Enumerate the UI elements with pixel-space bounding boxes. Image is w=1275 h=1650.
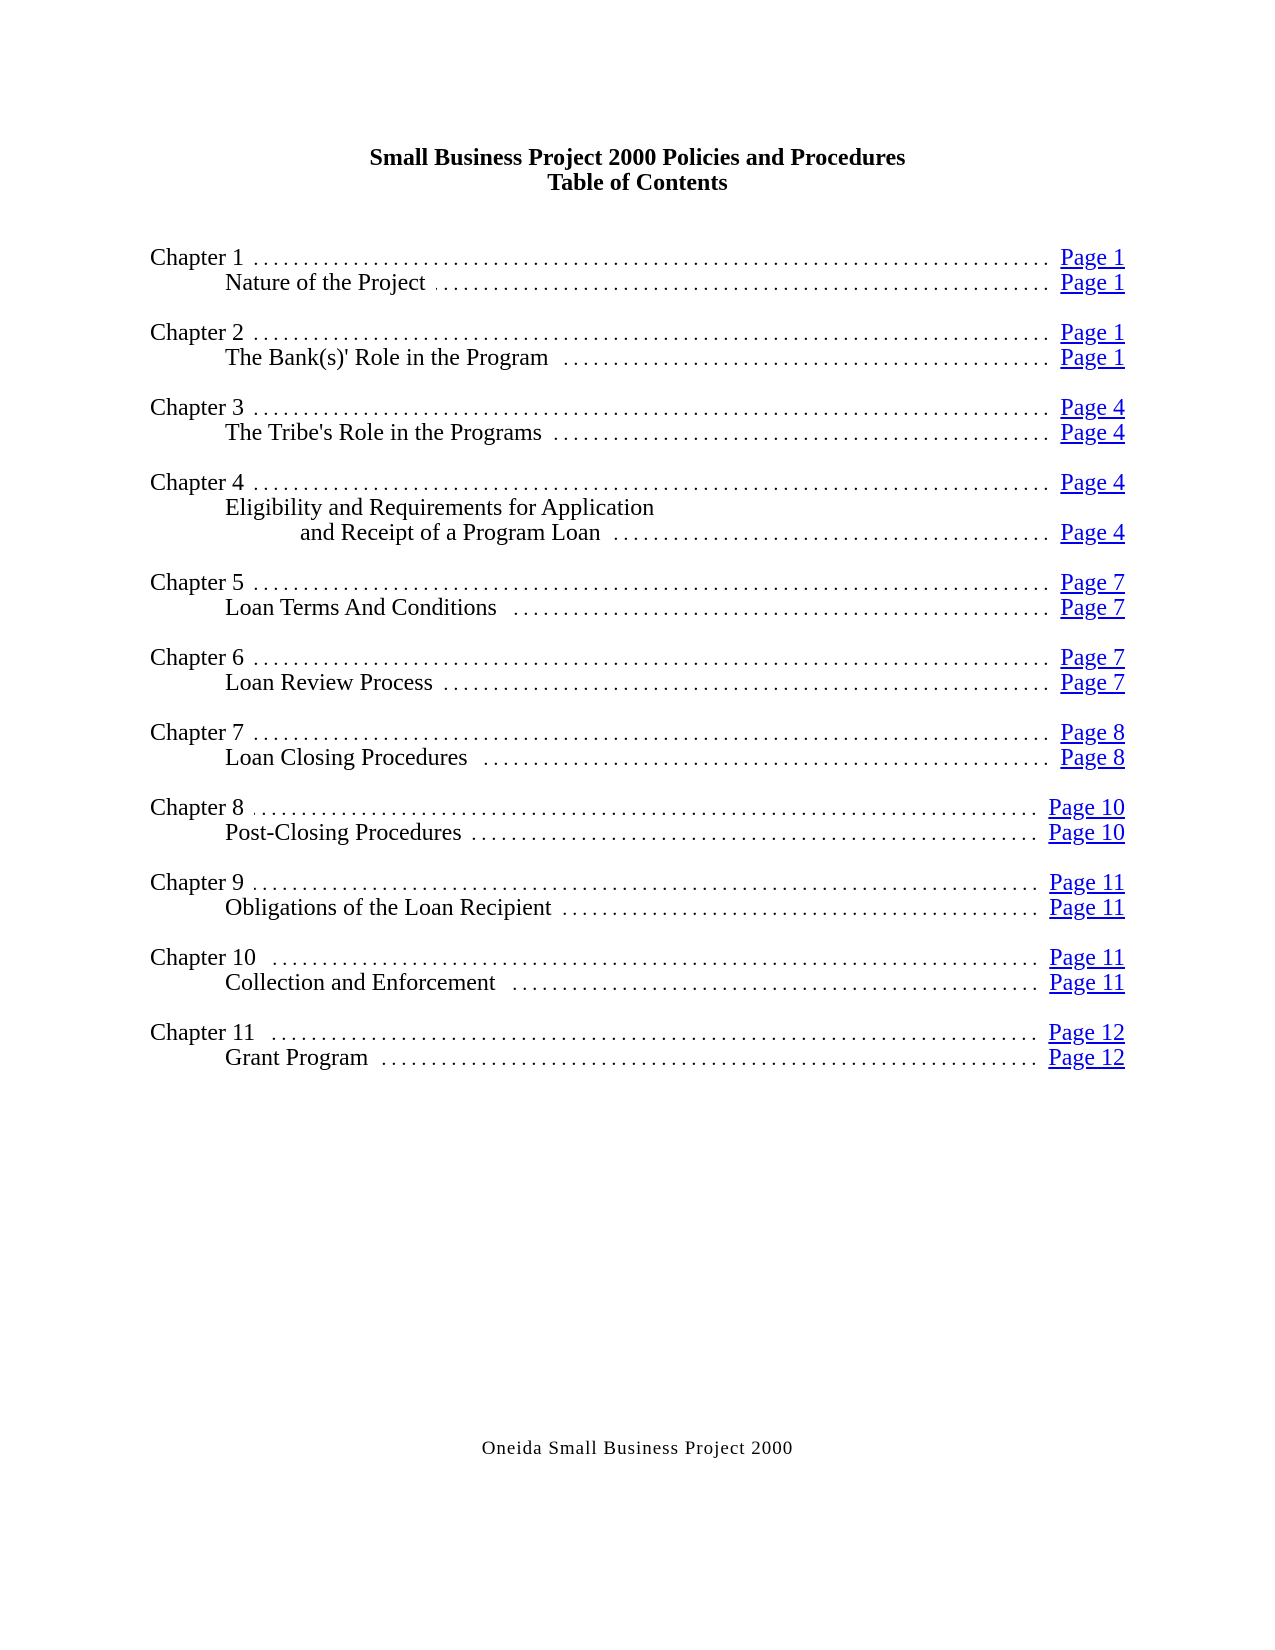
toc-section-row [150, 971, 1125, 996]
leader-dots [506, 972, 1038, 997]
page-link[interactable]: Page 4 [1060, 520, 1125, 546]
toc-section-row [150, 671, 1125, 696]
leader-dots [478, 747, 1049, 772]
leader-dots [254, 797, 1036, 822]
toc-chapter-row [150, 396, 1125, 421]
page-link[interactable]: Page 11 [1049, 970, 1125, 996]
toc-section-row [150, 271, 1125, 296]
chapter-label: Chapter 2 [150, 320, 244, 346]
toc-group-chapter-11 [150, 1021, 1125, 1071]
chapter-label: Chapter 1 [150, 245, 244, 271]
chapter-label: Chapter 8 [150, 795, 244, 821]
leader-dots [443, 672, 1048, 697]
section-label: Nature of the Project [225, 270, 426, 296]
leader-dots [254, 322, 1048, 347]
page-link[interactable]: Page 7 [1060, 570, 1125, 596]
leader-dots [254, 572, 1048, 597]
toc-group-chapter-3 [150, 396, 1125, 446]
toc-chapter-row [150, 796, 1125, 821]
leader-dots [254, 472, 1048, 497]
page-link[interactable]: Page 7 [1060, 595, 1125, 621]
page-link[interactable]: Page 11 [1049, 870, 1125, 896]
page-link[interactable]: Page 7 [1060, 670, 1125, 696]
leader-dots [472, 822, 1037, 847]
page-link[interactable]: Page 12 [1048, 1020, 1125, 1046]
page-link[interactable]: Page 10 [1048, 795, 1125, 821]
toc-section-row [150, 421, 1125, 446]
page-link[interactable]: Page 1 [1060, 270, 1125, 296]
leader-dots [562, 897, 1038, 922]
toc-section-row [150, 896, 1125, 921]
toc-group-chapter-5 [150, 571, 1125, 621]
leader-dots [266, 947, 1037, 972]
chapter-label: Chapter 10 [150, 945, 256, 971]
section-label: Loan Closing Procedures [225, 745, 468, 771]
section-label: The Bank(s)' Role in the Program [225, 345, 549, 371]
toc-section-row-continued [150, 521, 1125, 546]
toc-chapter-row [150, 321, 1125, 346]
toc-chapter-row [150, 246, 1125, 271]
page-link[interactable]: Page 1 [1060, 245, 1125, 271]
leader-dots [378, 1047, 1036, 1072]
leader-dots [254, 722, 1048, 747]
toc-chapter-row [150, 871, 1125, 896]
page-footer: Oneida Small Business Project 2000 [481, 1438, 794, 1459]
page-link[interactable]: Page 11 [1049, 945, 1125, 971]
chapter-label: Chapter 3 [150, 395, 244, 421]
leader-dots [254, 397, 1048, 422]
section-label: Eligibility and Requirements for Application [225, 495, 655, 521]
toc-section-row [150, 1046, 1125, 1071]
chapter-label: Chapter 6 [150, 645, 244, 671]
section-label: Loan Terms And Conditions [225, 595, 497, 621]
page-link[interactable]: Page 8 [1060, 745, 1125, 771]
page-link[interactable]: Page 1 [1060, 345, 1125, 371]
document-title: Small Business Project 2000 Policies and Procedures [369, 145, 906, 171]
chapter-label: Chapter 11 [150, 1020, 256, 1046]
toc-group-chapter-1 [150, 246, 1125, 296]
section-label-continued: and Receipt of a Program Loan [300, 520, 601, 546]
page-link[interactable]: Page 8 [1060, 720, 1125, 746]
section-label: Post-Closing Procedures [225, 820, 462, 846]
toc-section-row [150, 596, 1125, 621]
toc-chapter-row [150, 1021, 1125, 1046]
section-label: Grant Program [225, 1045, 369, 1071]
toc-group-chapter-7 [150, 721, 1125, 771]
leader-dots [254, 647, 1048, 672]
toc-chapter-row [150, 946, 1125, 971]
chapter-label: Chapter 9 [150, 870, 244, 896]
toc-group-chapter-9 [150, 871, 1125, 921]
toc-group-chapter-2 [150, 321, 1125, 371]
page-link[interactable]: Page 10 [1048, 820, 1125, 846]
chapter-label: Chapter 7 [150, 720, 244, 746]
toc-section-row [150, 746, 1125, 771]
toc-chapter-row [150, 646, 1125, 671]
toc-section-row [150, 346, 1125, 371]
toc-heading: Table of Contents [547, 170, 728, 196]
toc-group-chapter-8 [150, 796, 1125, 846]
toc-section-row [150, 496, 1125, 521]
page-link[interactable]: Page 4 [1060, 395, 1125, 421]
toc-chapter-row [150, 721, 1125, 746]
document-header [0, 146, 1275, 196]
leader-dots [254, 247, 1048, 272]
toc-group-chapter-6 [150, 646, 1125, 696]
toc-section-row [150, 821, 1125, 846]
leader-dots [611, 522, 1049, 547]
leader-dots [254, 872, 1037, 897]
leader-dots [559, 347, 1049, 372]
toc-group-chapter-4 [150, 471, 1125, 546]
page-link[interactable]: Page 1 [1060, 320, 1125, 346]
table-of-contents [150, 246, 1125, 1096]
leader-dots [436, 272, 1049, 297]
chapter-label: Chapter 4 [150, 470, 244, 496]
page-link[interactable]: Page 7 [1060, 645, 1125, 671]
page-link[interactable]: Page 4 [1060, 470, 1125, 496]
page-link[interactable]: Page 11 [1049, 895, 1125, 921]
leader-dots [265, 1022, 1036, 1047]
page-link[interactable]: Page 4 [1060, 420, 1125, 446]
leader-dots [507, 597, 1048, 622]
page-link[interactable]: Page 12 [1048, 1045, 1125, 1071]
section-label: Collection and Enforcement [225, 970, 496, 996]
toc-chapter-row [150, 471, 1125, 496]
chapter-label: Chapter 5 [150, 570, 244, 596]
toc-chapter-row [150, 571, 1125, 596]
section-label: The Tribe's Role in the Programs [225, 420, 542, 446]
section-label: Loan Review Process [225, 670, 433, 696]
toc-group-chapter-10 [150, 946, 1125, 996]
leader-dots [552, 422, 1048, 447]
section-label: Obligations of the Loan Recipient [225, 895, 552, 921]
